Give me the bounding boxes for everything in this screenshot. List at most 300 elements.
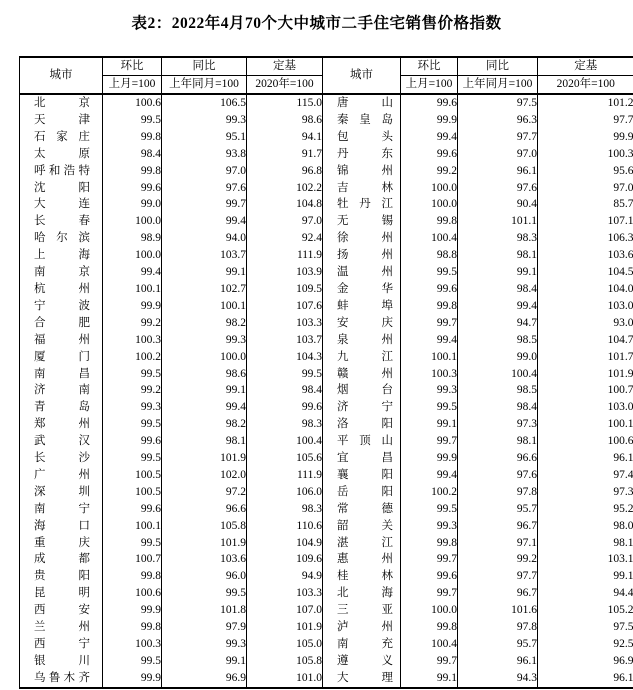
mom-value-left: 100.1: [103, 281, 162, 298]
yoy-value-right: 97.8: [458, 484, 538, 501]
city-name-left: 济南: [20, 382, 103, 399]
mom-value-right: 100.3: [401, 366, 458, 383]
yoy-value-right: 90.4: [458, 196, 538, 213]
yoy-value-left: 94.0: [162, 230, 247, 247]
table-row: [20, 433, 633, 450]
fixedbase-value-left: 92.4: [247, 230, 323, 247]
yoy-value-right: 95.7: [458, 636, 538, 653]
yoy-value-left: 97.6: [162, 180, 247, 197]
mom-value-left: 99.2: [103, 382, 162, 399]
city-name-left: 厦门: [20, 349, 103, 366]
fixedbase-value-right: 100.6: [538, 433, 633, 450]
header-fixedbase-right: 定基: [538, 57, 633, 76]
yoy-value-left: 96.9: [162, 670, 247, 688]
city-name-left: 上海: [20, 247, 103, 264]
fixedbase-value-left: 115.0: [247, 94, 323, 112]
header-yoy-right: 同比: [458, 57, 538, 76]
fixedbase-value-left: 103.9: [247, 264, 323, 281]
table-row: [20, 230, 633, 247]
table-row: [20, 163, 633, 180]
fixedbase-value-right: 103.0: [538, 399, 633, 416]
mom-value-right: 98.8: [401, 247, 458, 264]
yoy-value-right: 99.1: [458, 264, 538, 281]
yoy-value-right: 97.6: [458, 180, 538, 197]
city-name-left: 青岛: [20, 399, 103, 416]
yoy-value-left: 100.0: [162, 349, 247, 366]
yoy-value-left: 106.5: [162, 94, 247, 112]
yoy-value-left: 93.8: [162, 146, 247, 163]
city-name-right: 泸州: [323, 619, 401, 636]
subheader-mom-base-left: 上月=100: [103, 76, 162, 95]
mom-value-right: 99.7: [401, 585, 458, 602]
fixedbase-value-right: 99.9: [538, 129, 633, 146]
fixedbase-value-left: 94.1: [247, 129, 323, 146]
yoy-value-right: 98.1: [458, 247, 538, 264]
yoy-value-left: 101.9: [162, 535, 247, 552]
mom-value-right: 99.7: [401, 315, 458, 332]
mom-value-right: 99.8: [401, 619, 458, 636]
city-name-right: 大理: [323, 670, 401, 688]
table-row: [20, 349, 633, 366]
city-name-right: 无锡: [323, 213, 401, 230]
fixedbase-value-left: 107.6: [247, 298, 323, 315]
city-name-right: 赣州: [323, 366, 401, 383]
mom-value-left: 99.8: [103, 129, 162, 146]
fixedbase-value-right: 104.0: [538, 281, 633, 298]
fixedbase-value-left: 99.6: [247, 399, 323, 416]
fixedbase-value-left: 109.5: [247, 281, 323, 298]
table-row: [20, 416, 633, 433]
fixedbase-value-right: 103.6: [538, 247, 633, 264]
city-name-right: 烟台: [323, 382, 401, 399]
fixedbase-value-left: 101.0: [247, 670, 323, 688]
mom-value-left: 99.6: [103, 501, 162, 518]
table-row: [20, 112, 633, 129]
yoy-value-left: 103.6: [162, 551, 247, 568]
mom-value-left: 99.9: [103, 670, 162, 688]
city-name-right: 南充: [323, 636, 401, 653]
yoy-value-right: 98.5: [458, 382, 538, 399]
city-name-left: 西安: [20, 602, 103, 619]
city-name-right: 北海: [323, 585, 401, 602]
fixedbase-value-right: 95.6: [538, 163, 633, 180]
mom-value-left: 99.0: [103, 196, 162, 213]
city-name-left: 深圳: [20, 484, 103, 501]
yoy-value-right: 98.3: [458, 230, 538, 247]
city-name-right: 韶关: [323, 518, 401, 535]
fixedbase-value-left: 103.7: [247, 332, 323, 349]
mom-value-left: 99.5: [103, 112, 162, 129]
yoy-value-left: 99.1: [162, 264, 247, 281]
table-row: [20, 551, 633, 568]
city-name-left: 宁波: [20, 298, 103, 315]
fixedbase-value-left: 106.0: [247, 484, 323, 501]
table-row: [20, 366, 633, 383]
yoy-value-right: 94.7: [458, 315, 538, 332]
mom-value-right: 100.0: [401, 196, 458, 213]
fixedbase-value-right: 101.9: [538, 366, 633, 383]
subheader-fixedbase-base-left: 2020年=100: [247, 76, 323, 95]
yoy-value-left: 105.8: [162, 518, 247, 535]
mom-value-left: 100.1: [103, 518, 162, 535]
fixedbase-value-left: 99.5: [247, 366, 323, 383]
city-name-left: 海口: [20, 518, 103, 535]
fixedbase-value-left: 111.9: [247, 247, 323, 264]
mom-value-right: 99.7: [401, 653, 458, 670]
yoy-value-right: 100.4: [458, 366, 538, 383]
yoy-value-left: 102.7: [162, 281, 247, 298]
mom-value-right: 99.6: [401, 94, 458, 112]
fixedbase-value-right: 92.5: [538, 636, 633, 653]
yoy-value-left: 99.1: [162, 382, 247, 399]
yoy-value-right: 98.4: [458, 281, 538, 298]
fixedbase-value-right: 96.1: [538, 670, 633, 688]
yoy-value-right: 96.1: [458, 653, 538, 670]
yoy-value-left: 99.4: [162, 399, 247, 416]
table-row: [20, 213, 633, 230]
fixedbase-value-left: 97.0: [247, 213, 323, 230]
fixedbase-value-left: 107.0: [247, 602, 323, 619]
mom-value-right: 99.3: [401, 382, 458, 399]
table-row: [20, 298, 633, 315]
table-row: [20, 501, 633, 518]
mom-value-right: 99.8: [401, 298, 458, 315]
city-name-right: 洛阳: [323, 416, 401, 433]
city-name-right: 蚌埠: [323, 298, 401, 315]
city-name-left: 长沙: [20, 450, 103, 467]
yoy-value-right: 97.5: [458, 94, 538, 112]
city-name-left: 石家庄: [20, 129, 103, 146]
mom-value-left: 100.5: [103, 484, 162, 501]
city-name-right: 遵义: [323, 653, 401, 670]
yoy-value-left: 95.1: [162, 129, 247, 146]
fixedbase-value-left: 110.6: [247, 518, 323, 535]
mom-value-right: 100.0: [401, 180, 458, 197]
table-row: [20, 602, 633, 619]
table-row: [20, 568, 633, 585]
fixedbase-value-right: 98.0: [538, 518, 633, 535]
mom-value-left: 98.9: [103, 230, 162, 247]
mom-value-left: 100.3: [103, 636, 162, 653]
city-name-left: 南昌: [20, 366, 103, 383]
mom-value-left: 100.5: [103, 467, 162, 484]
mom-value-right: 99.5: [401, 399, 458, 416]
city-name-right: 湛江: [323, 535, 401, 552]
yoy-value-left: 99.3: [162, 636, 247, 653]
city-name-right: 唐山: [323, 94, 401, 112]
fixedbase-value-left: 109.6: [247, 551, 323, 568]
city-name-left: 南京: [20, 264, 103, 281]
yoy-value-left: 99.5: [162, 585, 247, 602]
fixedbase-value-right: 105.2: [538, 602, 633, 619]
city-name-left: 长春: [20, 213, 103, 230]
yoy-value-right: 97.7: [458, 568, 538, 585]
yoy-value-left: 98.2: [162, 416, 247, 433]
fixedbase-value-right: 97.7: [538, 112, 633, 129]
table-header: [20, 57, 633, 94]
yoy-value-left: 101.8: [162, 602, 247, 619]
yoy-value-right: 96.6: [458, 450, 538, 467]
city-name-left: 兰州: [20, 619, 103, 636]
fixedbase-value-left: 94.9: [247, 568, 323, 585]
yoy-value-left: 97.0: [162, 163, 247, 180]
mom-value-right: 100.1: [401, 349, 458, 366]
table-row: [20, 146, 633, 163]
yoy-value-left: 98.1: [162, 433, 247, 450]
city-name-left: 贵阳: [20, 568, 103, 585]
city-name-left: 昆明: [20, 585, 103, 602]
fixedbase-value-left: 104.3: [247, 349, 323, 366]
table-row: [20, 653, 633, 670]
yoy-value-right: 96.7: [458, 518, 538, 535]
subheader-yoy-base-left: 上年同月=100: [162, 76, 247, 95]
fixedbase-value-right: 97.4: [538, 467, 633, 484]
fixedbase-value-right: 100.3: [538, 146, 633, 163]
header-city-right: 城市: [323, 57, 401, 94]
yoy-value-left: 96.0: [162, 568, 247, 585]
yoy-value-right: 97.8: [458, 619, 538, 636]
mom-value-left: 100.0: [103, 213, 162, 230]
fixedbase-value-right: 93.0: [538, 315, 633, 332]
yoy-value-left: 99.7: [162, 196, 247, 213]
fixedbase-value-right: 96.1: [538, 450, 633, 467]
mom-value-left: 99.5: [103, 535, 162, 552]
header-mom-left: 环比: [103, 57, 162, 76]
city-name-right: 安庆: [323, 315, 401, 332]
yoy-value-left: 99.3: [162, 332, 247, 349]
city-name-left: 重庆: [20, 535, 103, 552]
city-name-left: 太原: [20, 146, 103, 163]
fixedbase-value-right: 97.5: [538, 619, 633, 636]
city-name-right: 扬州: [323, 247, 401, 264]
city-name-left: 西宁: [20, 636, 103, 653]
mom-value-right: 100.2: [401, 484, 458, 501]
table-row: [20, 619, 633, 636]
fixedbase-value-left: 105.8: [247, 653, 323, 670]
yoy-value-left: 100.1: [162, 298, 247, 315]
city-name-right: 桂林: [323, 568, 401, 585]
fixedbase-value-left: 102.2: [247, 180, 323, 197]
fixedbase-value-right: 103.0: [538, 298, 633, 315]
yoy-value-left: 102.0: [162, 467, 247, 484]
fixedbase-value-left: 105.0: [247, 636, 323, 653]
mom-value-right: 99.4: [401, 467, 458, 484]
yoy-value-left: 103.7: [162, 247, 247, 264]
mom-value-left: 100.7: [103, 551, 162, 568]
city-name-left: 呼和浩特: [20, 163, 103, 180]
yoy-value-left: 97.9: [162, 619, 247, 636]
yoy-value-left: 99.3: [162, 112, 247, 129]
city-name-right: 泉州: [323, 332, 401, 349]
fixedbase-value-left: 98.4: [247, 382, 323, 399]
city-name-right: 包头: [323, 129, 401, 146]
city-name-right: 吉林: [323, 180, 401, 197]
yoy-value-right: 97.0: [458, 146, 538, 163]
city-name-right: 宜昌: [323, 450, 401, 467]
mom-value-left: 99.5: [103, 653, 162, 670]
table-row: [20, 264, 633, 281]
city-name-left: 银川: [20, 653, 103, 670]
mom-value-right: 99.8: [401, 213, 458, 230]
table-row: [20, 281, 633, 298]
mom-value-left: 99.5: [103, 416, 162, 433]
yoy-value-right: 98.5: [458, 332, 538, 349]
mom-value-right: 99.2: [401, 163, 458, 180]
city-name-right: 秦皇岛: [323, 112, 401, 129]
city-name-right: 温州: [323, 264, 401, 281]
fixedbase-value-left: 101.9: [247, 619, 323, 636]
yoy-value-right: 99.4: [458, 298, 538, 315]
yoy-value-right: 99.0: [458, 349, 538, 366]
subheader-fixedbase-base-right: 2020年=100: [538, 76, 633, 95]
fixedbase-value-right: 96.9: [538, 653, 633, 670]
mom-value-right: 99.4: [401, 129, 458, 146]
yoy-value-right: 98.4: [458, 399, 538, 416]
city-name-right: 金华: [323, 281, 401, 298]
table-row: [20, 518, 633, 535]
fixedbase-value-right: 101.7: [538, 349, 633, 366]
table-row: [20, 399, 633, 416]
table-body: [20, 94, 633, 688]
table-title: 表2：2022年4月70个大中城市二手住宅销售价格指数: [131, 15, 502, 32]
city-name-right: 锦州: [323, 163, 401, 180]
yoy-value-right: 94.3: [458, 670, 538, 688]
mom-value-left: 100.0: [103, 247, 162, 264]
fixedbase-value-left: 104.9: [247, 535, 323, 552]
city-name-left: 武汉: [20, 433, 103, 450]
mom-value-left: 99.8: [103, 568, 162, 585]
mom-value-right: 99.6: [401, 568, 458, 585]
fixedbase-value-right: 97.0: [538, 180, 633, 197]
table-row: [20, 332, 633, 349]
fixedbase-value-left: 98.3: [247, 501, 323, 518]
city-name-right: 岳阳: [323, 484, 401, 501]
city-name-right: 徐州: [323, 230, 401, 247]
yoy-value-right: 97.1: [458, 535, 538, 552]
mom-value-right: 99.4: [401, 332, 458, 349]
city-name-left: 南宁: [20, 501, 103, 518]
fixedbase-value-right: 85.7: [538, 196, 633, 213]
mom-value-right: 100.4: [401, 636, 458, 653]
table-row: [20, 94, 633, 112]
mom-value-right: 100.4: [401, 230, 458, 247]
mom-value-left: 99.9: [103, 602, 162, 619]
table-row: [20, 196, 633, 213]
mom-value-left: 99.4: [103, 264, 162, 281]
subheader-yoy-base-right: 上年同月=100: [458, 76, 538, 95]
header-fixedbase-left: 定基: [247, 57, 323, 76]
mom-value-left: 100.3: [103, 332, 162, 349]
mom-value-right: 99.7: [401, 551, 458, 568]
fixedbase-value-right: 100.1: [538, 416, 633, 433]
table-row: [20, 636, 633, 653]
yoy-value-right: 99.2: [458, 551, 538, 568]
yoy-value-right: 101.6: [458, 602, 538, 619]
table-row: [20, 670, 633, 688]
yoy-value-right: 95.7: [458, 501, 538, 518]
yoy-value-left: 99.1: [162, 653, 247, 670]
fixedbase-value-left: 103.3: [247, 585, 323, 602]
city-name-left: 合肥: [20, 315, 103, 332]
mom-value-right: 100.0: [401, 602, 458, 619]
fixedbase-value-right: 97.3: [538, 484, 633, 501]
fixedbase-value-left: 105.6: [247, 450, 323, 467]
mom-value-right: 99.9: [401, 112, 458, 129]
city-name-right: 常德: [323, 501, 401, 518]
city-name-left: 哈尔滨: [20, 230, 103, 247]
mom-value-right: 99.1: [401, 670, 458, 688]
fixedbase-value-right: 106.3: [538, 230, 633, 247]
city-name-right: 三亚: [323, 602, 401, 619]
city-name-left: 天津: [20, 112, 103, 129]
table-row: [20, 382, 633, 399]
city-name-right: 牡丹江: [323, 196, 401, 213]
city-name-left: 杭州: [20, 281, 103, 298]
fixedbase-value-right: 100.7: [538, 382, 633, 399]
fixedbase-value-right: 98.1: [538, 535, 633, 552]
yoy-value-left: 99.4: [162, 213, 247, 230]
table-row: [20, 450, 633, 467]
yoy-value-left: 98.2: [162, 315, 247, 332]
mom-value-right: 99.6: [401, 146, 458, 163]
mom-value-left: 99.5: [103, 450, 162, 467]
city-name-left: 福州: [20, 332, 103, 349]
fixedbase-value-left: 111.9: [247, 467, 323, 484]
mom-value-right: 99.5: [401, 501, 458, 518]
fixedbase-value-right: 103.1: [538, 551, 633, 568]
yoy-value-right: 98.1: [458, 433, 538, 450]
city-name-left: 乌鲁木齐: [20, 670, 103, 688]
yoy-value-right: 101.1: [458, 213, 538, 230]
mom-value-left: 100.2: [103, 349, 162, 366]
yoy-value-left: 96.6: [162, 501, 247, 518]
mom-value-right: 99.1: [401, 416, 458, 433]
mom-value-right: 99.6: [401, 281, 458, 298]
header-mom-right: 环比: [401, 57, 458, 76]
yoy-value-right: 96.7: [458, 585, 538, 602]
fixedbase-value-left: 96.8: [247, 163, 323, 180]
table-row: [20, 484, 633, 501]
city-name-right: 济宁: [323, 399, 401, 416]
header-city-left: 城市: [20, 57, 103, 94]
fixedbase-value-right: 95.2: [538, 501, 633, 518]
fixedbase-value-right: 104.5: [538, 264, 633, 281]
mom-value-right: 99.5: [401, 264, 458, 281]
fixedbase-value-left: 104.8: [247, 196, 323, 213]
city-name-right: 平顶山: [323, 433, 401, 450]
mom-value-left: 99.3: [103, 399, 162, 416]
subheader-mom-base-right: 上月=100: [401, 76, 458, 95]
mom-value-left: 99.6: [103, 180, 162, 197]
yoy-value-left: 101.9: [162, 450, 247, 467]
mom-value-right: 99.8: [401, 535, 458, 552]
fixedbase-value-left: 100.4: [247, 433, 323, 450]
fixedbase-value-left: 98.6: [247, 112, 323, 129]
fixedbase-value-left: 103.3: [247, 315, 323, 332]
fixedbase-value-right: 94.4: [538, 585, 633, 602]
city-name-right: 襄阳: [323, 467, 401, 484]
price-index-table: [19, 56, 633, 689]
city-name-left: 大连: [20, 196, 103, 213]
yoy-value-left: 98.6: [162, 366, 247, 383]
mom-value-left: 99.9: [103, 298, 162, 315]
city-name-right: 惠州: [323, 551, 401, 568]
header-yoy-left: 同比: [162, 57, 247, 76]
table-row: [20, 247, 633, 264]
yoy-value-right: 97.7: [458, 129, 538, 146]
table-row: [20, 315, 633, 332]
yoy-value-right: 96.1: [458, 163, 538, 180]
